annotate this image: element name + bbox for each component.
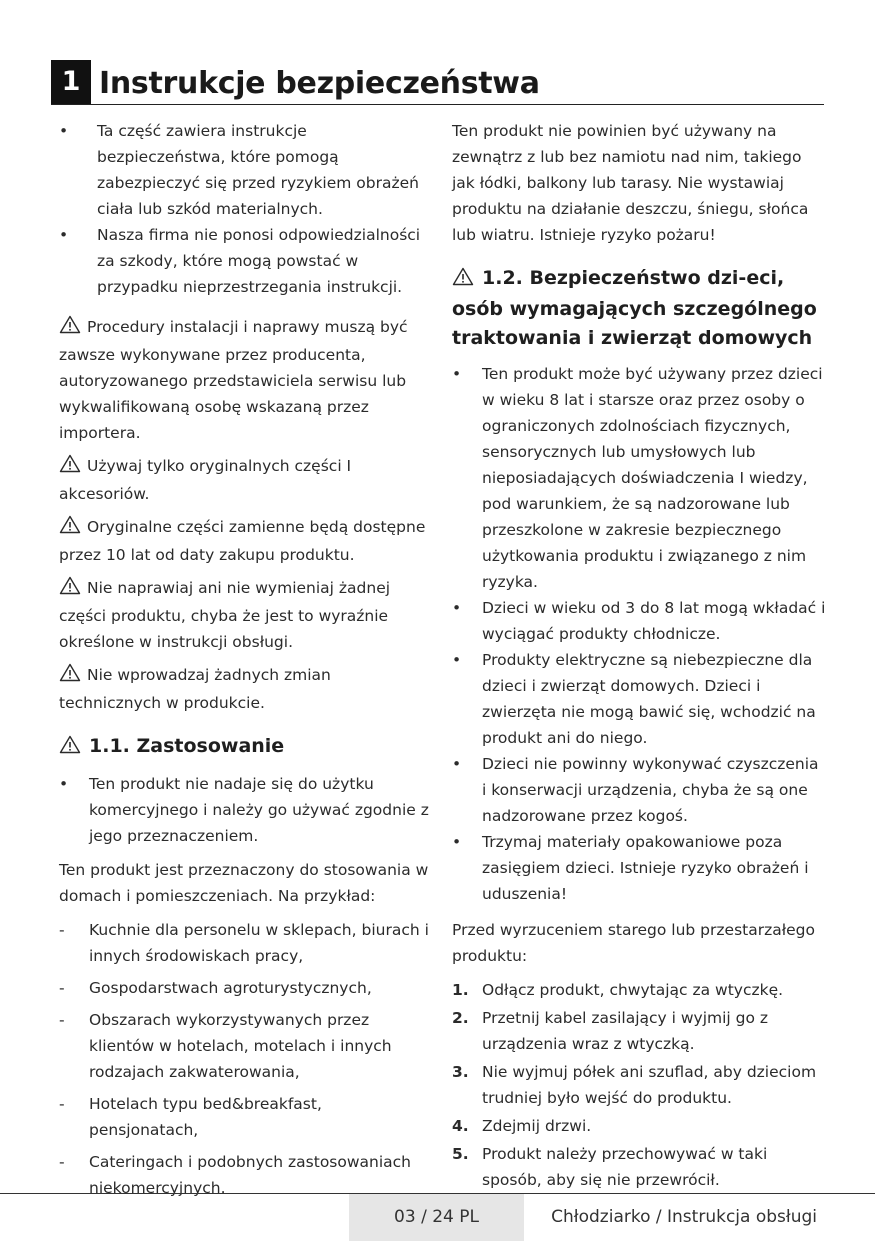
step-text: Odłącz produkt, chwytając za wtyczkę. bbox=[482, 981, 784, 999]
list-item: • Ten produkt nie nadaje się do użytku komercyjnego i należy go używać zgodnie z jego przeznaczeniem. bbox=[59, 771, 431, 849]
warning-paragraph bbox=[59, 314, 431, 446]
list-item: - Hotelach typu bed&breakfast, pensjonatach, bbox=[59, 1091, 431, 1143]
intro-bullet-list bbox=[59, 118, 431, 300]
disposal-intro: Przed wyrzuceniem starego lub przestarzałego produktu: bbox=[452, 921, 815, 965]
warning-paragraph bbox=[59, 453, 431, 507]
warning-paragraph bbox=[59, 514, 431, 568]
list-item: • Produkty elektryczne są niebezpieczne dla dzieci i zwierząt domowych. Dzieci i zwierzęta nie mogą bawić się, wchodzić na produkt ani do niego. bbox=[452, 647, 827, 751]
warning-triangle-icon bbox=[59, 315, 81, 342]
section-heading-text: 1.2. Bezpieczeństwo dzi-eci, osób wymagających szczególnego traktowania i zwierząt domowych bbox=[452, 267, 817, 349]
list-item: • Ten produkt może być używany przez dzieci w wieku 8 lat i starsze oraz przez osoby o ograniczonych zdolnościach fizycznych, sensorycznych lub umysłowych lub nieposiadających doświadczenia I wiedzy, pod warunkiem, że są nadzorowane lub przeszkolone w zakresie bezpiecznego użytkowania produktu i związanego z nim ryzyka. bbox=[452, 361, 827, 595]
list-item: • Trzymaj materiały opakowaniowe poza zasięgiem dzieci. Istnieje ryzyko obrażeń i uduszenia! bbox=[452, 829, 827, 907]
list-item: • Dzieci w wieku od 3 do 8 lat mogą wkładać i wyciągać produkty chłodnicze. bbox=[452, 595, 827, 647]
warning-triangle-icon bbox=[59, 734, 81, 763]
list-item: • Ta część zawiera instrukcje bezpieczeństwa, które pomogą zabezpieczyć się przed ryzykiem obrażeń ciała lub szkód materialnych. bbox=[59, 118, 431, 222]
list-item bbox=[452, 1059, 827, 1111]
step-number: 4. bbox=[452, 1117, 469, 1135]
left-column bbox=[59, 118, 431, 1207]
list-item bbox=[452, 977, 827, 1003]
warning-paragraph bbox=[59, 575, 431, 655]
step-text: Przetnij kabel zasilający i wyjmij go z urządzenia wraz z wtyczką. bbox=[482, 1009, 769, 1053]
list-item: • Dzieci nie powinny wykonywać czyszczenia i konserwacji urządzenia, chyba że są one nadzorowane przez kogoś. bbox=[452, 751, 827, 829]
section-heading-1-2 bbox=[452, 264, 827, 353]
usage-dash-list bbox=[59, 917, 431, 1201]
disposal-steps-list bbox=[452, 977, 827, 1193]
page-title: Instrukcje bezpieczeństwa bbox=[99, 66, 540, 101]
warning-triangle-icon bbox=[59, 515, 81, 542]
footer-document-title: Chłodziarko / Instrukcja obsługi bbox=[551, 1207, 817, 1227]
step-text: Produkt należy przechowywać w taki sposób, aby się nie przewrócił. bbox=[482, 1145, 768, 1189]
step-number: 1. bbox=[452, 981, 469, 999]
list-item: - Cateringach i podobnych zastosowaniach niekomercyjnych. bbox=[59, 1149, 431, 1201]
section-heading-text: 1.1. Zastosowanie bbox=[89, 735, 285, 757]
list-item bbox=[452, 1141, 827, 1193]
warning-triangle-icon bbox=[59, 576, 81, 603]
step-text: Nie wyjmuj półek ani szuflad, aby dzieciom trudniej było wejść do produktu. bbox=[482, 1063, 817, 1107]
warning-text: Oryginalne części zamienne będą dostępne przez 10 lat od daty zakupu produktu. bbox=[59, 518, 426, 564]
step-number: 2. bbox=[452, 1009, 469, 1027]
page-number: 03 / 24 PL bbox=[349, 1194, 524, 1241]
list-item: • Nasza firma nie ponosi odpowiedzialności za szkody, które mogą powstać w przypadku nieprzestrzegania instrukcji. bbox=[59, 222, 431, 300]
section-heading-1-1 bbox=[59, 732, 431, 763]
chapter-number: 1 bbox=[51, 60, 91, 104]
usage-bullet-list bbox=[59, 771, 431, 849]
warning-text: Nie naprawiaj ani nie wymieniaj żadnej części produktu, chyba że jest to wyraźnie określone w instrukcji obsługi. bbox=[59, 579, 391, 651]
step-number: 3. bbox=[452, 1063, 469, 1081]
warning-text: Używaj tylko oryginalnych części I akcesoriów. bbox=[59, 457, 352, 503]
step-number: 5. bbox=[452, 1145, 469, 1163]
chapter-header bbox=[51, 60, 824, 105]
child-safety-bullet-list bbox=[452, 361, 827, 907]
list-item bbox=[452, 1005, 827, 1057]
warning-text: Procedury instalacji i naprawy muszą być zawsze wykonywane przez producenta, autoryzowanego przedstawiciela serwisu lub wykwalifikowaną osobę wskazaną przez importera. bbox=[59, 318, 408, 442]
usage-paragraph: Ten produkt jest przeznaczony do stosowania w domach i pomieszczeniach. Na przykład: bbox=[59, 861, 429, 905]
warning-paragraph bbox=[59, 662, 431, 716]
list-item bbox=[452, 1113, 827, 1139]
right-column bbox=[452, 118, 827, 1195]
list-item: - Obszarach wykorzystywanych przez klientów w hotelach, motelach i innych rodzajach zakwaterowania, bbox=[59, 1007, 431, 1085]
list-item: - Gospodarstwach agroturystycznych, bbox=[59, 975, 431, 1001]
warning-text: Nie wprowadzaj żadnych zmian technicznych w produkcie. bbox=[59, 666, 331, 712]
warning-triangle-icon bbox=[59, 454, 81, 481]
outdoor-paragraph: Ten produkt nie powinien być używany na zewnątrz z lub bez namiotu nad nim, takiego jak łódki, balkony lub tarasy. Nie wystawiaj produktu na działanie deszczu, śniegu, słońca lub wiatru. Istnieje ryzyko pożaru! bbox=[452, 122, 809, 244]
step-text: Zdejmij drzwi. bbox=[482, 1117, 592, 1135]
list-item: - Kuchnie dla personelu w sklepach, biurach i innych środowiskach pracy, bbox=[59, 917, 431, 969]
warning-triangle-icon bbox=[452, 266, 474, 295]
warning-triangle-icon bbox=[59, 663, 81, 690]
